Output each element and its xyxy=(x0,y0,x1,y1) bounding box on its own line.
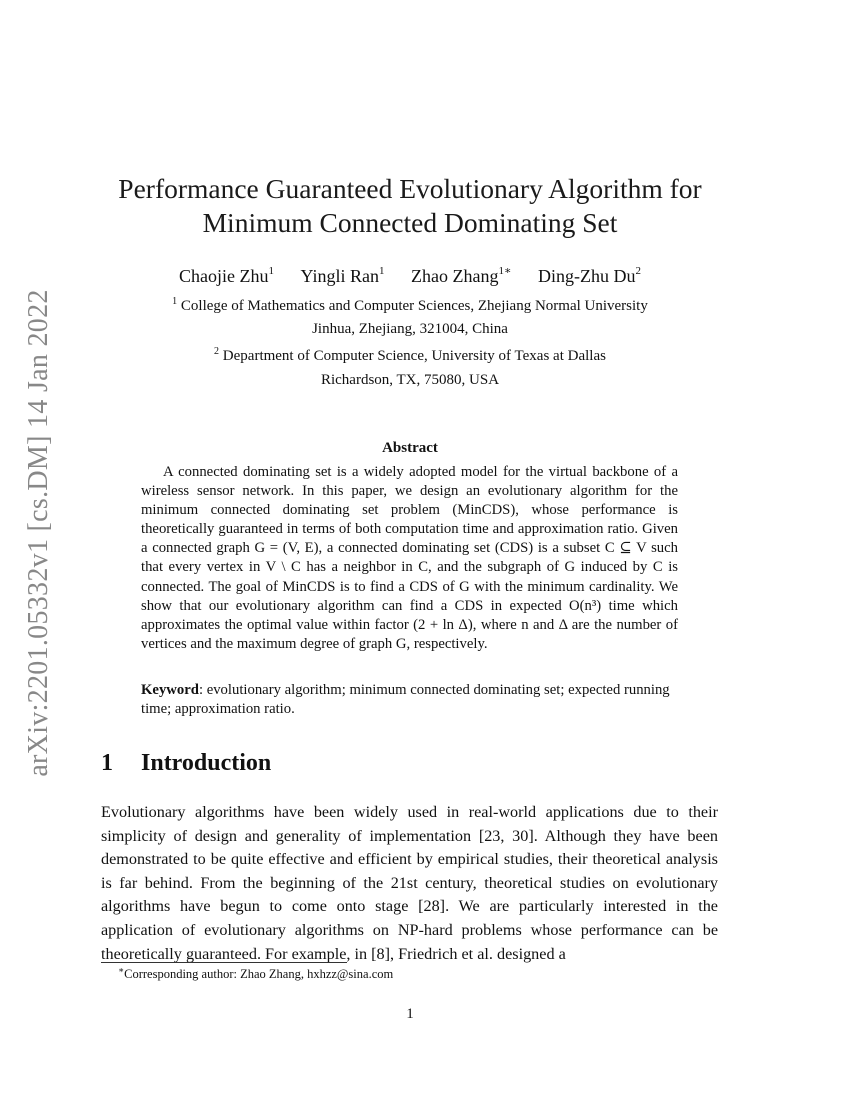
abstract-text: A connected dominating set is a widely adopted model for the virtual backbone of a wireless sensor network. In this paper, we design an evolutionary algorithm for the minimum connected dominating set problem (MinCDS), whose performance is theoretically guaranteed in terms of both computation time and approximation ratio. Given a connected graph G = (V, E), a connected dominating set (CDS) is a subset C ⊆ V such that every vertex in V \ C has a neighbor in C, and the subgraph of G induced by C is connected. The goal of MinCDS is to find a CDS of G with the minimum cardinality. We show that our evolutionary algorithm can find a CDS in expected O(n³) time which approximates the optimal value within factor (2 + ln Δ), where n and Δ are the number of vertices and the maximum degree of graph G, respectively. xyxy=(141,464,678,652)
author: Yingli Ran$^1$ xyxy=(300,265,385,286)
intro-paragraph: Evolutionary algorithms have been widely used in real-world applications due to their simplicity of design and generality of implementation [23, 30]. Although they have been demonstrated to be quite effective and efficient by empirical studies, their theoretical analysis is far behind. From the beginning of the 21st century, theoretical studies on evolutionary algorithms have begun to come onto stage [28]. We are particularly interested in the application of evolutionary algorithms on NP-hard problems whose performance can be theoretically guaranteed. For example, in [8], Friedrich et al. designed a xyxy=(101,803,718,963)
author-list xyxy=(100,265,720,287)
author: Ding-Zhu Du$^2$ xyxy=(537,265,641,286)
paper-title-line-2: Minimum Connected Dominating Set xyxy=(202,207,618,238)
abstract-heading: Abstract xyxy=(382,440,438,456)
section-heading xyxy=(101,750,271,777)
keywords-label: Keyword xyxy=(141,682,199,698)
keywords xyxy=(141,681,678,719)
affiliation-1-address: Jinhua, Zhejiang, 321004, China xyxy=(312,321,508,337)
footnote: ∗Corresponding author: Zhao Zhang, hxhzz@sina.com xyxy=(118,965,394,982)
paper-title-line-1: Performance Guaranteed Evolutionary Algorithm for xyxy=(118,173,702,204)
author: Zhao Zhang$^{1∗}$ xyxy=(411,265,512,286)
affiliation-2-address: Richardson, TX, 75080, USA xyxy=(320,372,500,388)
affiliation-2-name: $^2$ Department of Computer Science, University of Texas at Dallas xyxy=(214,346,606,364)
page-number: 1 xyxy=(406,1006,414,1022)
section-number: 1 xyxy=(101,750,113,776)
arxiv-sidebar xyxy=(16,288,62,778)
keywords-text: : evolutionary algorithm; minimum connected dominating set; expected running time; approximation ratio. xyxy=(141,682,670,718)
arxiv-identifier: arXiv:2201.05332v1 [cs.DM] 14 Jan 2022 xyxy=(23,289,54,777)
paper-title xyxy=(60,172,760,240)
affiliation-1-name: $^1$ College of Mathematics and Computer Sciences, Zhejiang Normal University xyxy=(172,296,648,314)
footnote-rule xyxy=(101,962,347,963)
author: Chaojie Zhu$^1$ xyxy=(179,265,274,286)
section-title: Introduction xyxy=(141,750,272,776)
